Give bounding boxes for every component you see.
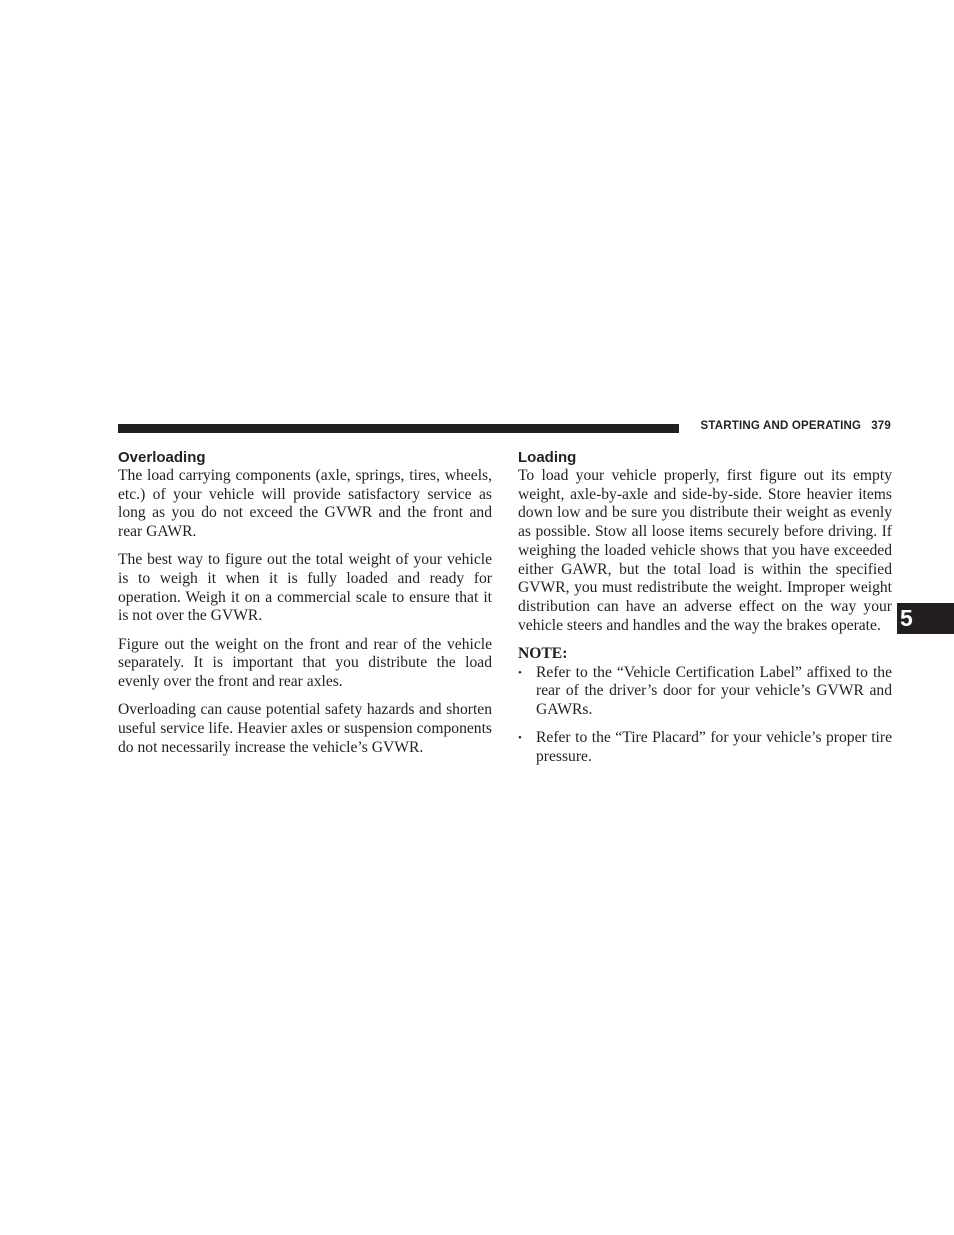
list-item [518, 664, 892, 720]
section-title: STARTING AND OPERATING [700, 420, 862, 432]
note-list [518, 664, 892, 767]
loading-heading: Loading [518, 449, 577, 466]
running-header [700, 420, 891, 432]
overloading-heading: Overloading [118, 449, 206, 466]
chapter-tab: 5 [897, 603, 954, 634]
overloading-paragraph-3: Figure out the weight on the front and rear of the vehicle separately. It is important that you distribute the load evenly over the front and rear axles. [118, 635, 492, 691]
bullet-icon: • [518, 666, 522, 679]
loading-paragraph: To load your vehicle properly, first figure out its empty weight, axle-by-axle and side-by-side. Store heavier items down low and be sure you distribute their weight as evenly as possible. Stow all loose items securely before driving. If weighing the loaded vehicle shows that you have exceeded either GAWR, but the total load is within the specified GVWR, you must redistribute the weight. Improper weight distribution can have an adverse effect on the way your vehicle steers and handles and the way the brakes operate. [518, 467, 892, 634]
right-column [518, 449, 892, 776]
page-number: 379 [871, 420, 891, 432]
bullet-icon: • [518, 732, 522, 745]
overloading-paragraph-2: The best way to figure out the total weight of your vehicle is to weigh it when it is fully loaded and ready for operation. Weigh it on a commercial scale to ensure that it is not over the GVWR. [118, 551, 492, 625]
note-text-1: Refer to the “Vehicle Certification Label” affixed to the rear of the driver’s door for your vehicle’s GVWR and GAWRs. [536, 663, 892, 718]
overloading-paragraph-1: The load carrying components (axle, springs, tires, wheels, etc.) of your vehicle will provide satisfactory service as long as you do not exceed the GVWR and the front and rear GAWR. [118, 467, 492, 541]
left-column [118, 449, 492, 767]
list-item [518, 729, 892, 766]
note-label: NOTE: [518, 644, 568, 662]
note-text-2: Refer to the “Tire Placard” for your vehicle’s proper tire pressure. [536, 729, 892, 765]
overloading-paragraph-4: Overloading can cause potential safety hazards and shorten useful service life. Heavier axles or suspension components do not necessarily increase the vehicle’s GVWR. [118, 701, 492, 756]
header-rule [118, 424, 679, 433]
